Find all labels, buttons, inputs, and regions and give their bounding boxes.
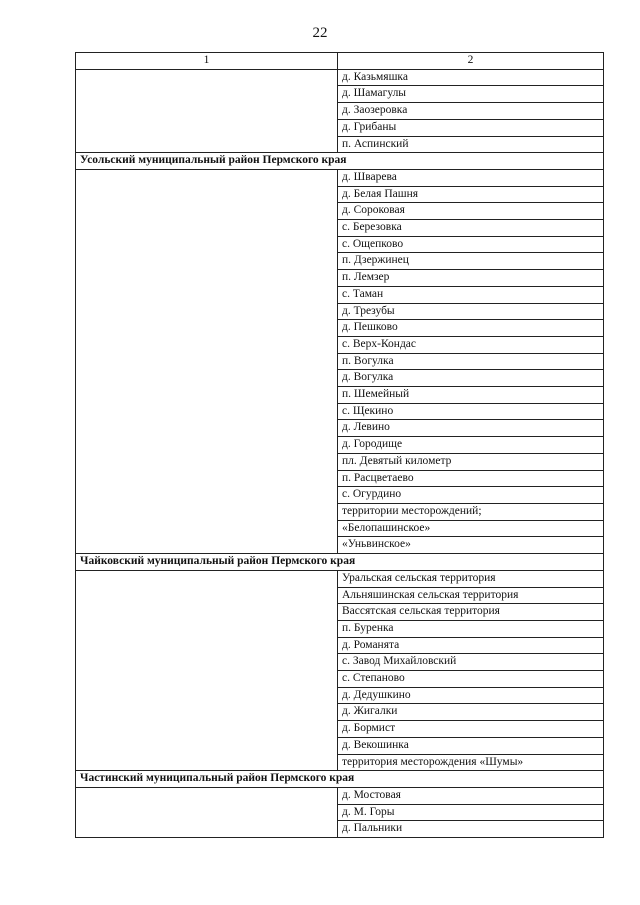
- empty-cell: [76, 453, 338, 470]
- empty-cell: [76, 387, 338, 404]
- empty-cell: [76, 119, 338, 136]
- empty-cell: [76, 186, 338, 203]
- table-row: [76, 119, 604, 136]
- empty-cell: [76, 253, 338, 270]
- table-row: [76, 437, 604, 454]
- empty-cell: [76, 86, 338, 103]
- empty-cell: [76, 570, 338, 587]
- settlement-name: д. Векошинка: [338, 737, 604, 754]
- empty-cell: [76, 336, 338, 353]
- empty-cell: [76, 737, 338, 754]
- settlement-name: д. Шамагулы: [338, 86, 604, 103]
- empty-cell: [76, 503, 338, 520]
- table-row: [76, 570, 604, 587]
- table-row: [76, 503, 604, 520]
- settlement-name: с. Ощепково: [338, 236, 604, 253]
- empty-cell: [76, 470, 338, 487]
- district-name: Частинский муниципальный район Пермского края: [76, 771, 604, 788]
- empty-cell: [76, 637, 338, 654]
- settlement-name: д. Шварева: [338, 169, 604, 186]
- settlement-name: Вассятская сельская территория: [338, 604, 604, 621]
- table-row: [76, 270, 604, 287]
- settlement-name: д. Сороковая: [338, 203, 604, 220]
- empty-cell: [76, 620, 338, 637]
- table-row: [76, 520, 604, 537]
- empty-cell: [76, 604, 338, 621]
- table-row: [76, 654, 604, 671]
- empty-cell: [76, 687, 338, 704]
- settlement-name: «Белопашинское»: [338, 520, 604, 537]
- table-row: [76, 420, 604, 437]
- empty-cell: [76, 804, 338, 821]
- district-row: [76, 771, 604, 788]
- table-row: [76, 821, 604, 838]
- table-row: [76, 453, 604, 470]
- settlement-name: д. Жигалки: [338, 704, 604, 721]
- settlements-table: [75, 52, 604, 838]
- table-row: [76, 303, 604, 320]
- empty-cell: [76, 353, 338, 370]
- empty-cell: [76, 403, 338, 420]
- settlement-name: с. Таман: [338, 286, 604, 303]
- empty-cell: [76, 587, 338, 604]
- settlement-name: д. Дедушкино: [338, 687, 604, 704]
- table-row: [76, 387, 604, 404]
- empty-cell: [76, 270, 338, 287]
- settlement-name: с. Березовка: [338, 220, 604, 237]
- empty-cell: [76, 420, 338, 437]
- table-row: [76, 69, 604, 86]
- table-row: [76, 320, 604, 337]
- settlement-name: д. Мостовая: [338, 787, 604, 804]
- settlement-name: д. Казьмяшка: [338, 69, 604, 86]
- district-name: Чайковский муниципальный район Пермского края: [76, 554, 604, 571]
- empty-cell: [76, 220, 338, 237]
- table-row: [76, 103, 604, 120]
- settlement-name: д. Трезубы: [338, 303, 604, 320]
- district-row: [76, 554, 604, 571]
- table-row: [76, 787, 604, 804]
- table-row: [76, 754, 604, 771]
- empty-cell: [76, 671, 338, 688]
- empty-cell: [76, 821, 338, 838]
- table-row: [76, 220, 604, 237]
- table-row: [76, 236, 604, 253]
- settlement-name: п. Дзержинец: [338, 253, 604, 270]
- settlement-name: д. Белая Пашня: [338, 186, 604, 203]
- table-body: [76, 53, 604, 838]
- table-row: [76, 721, 604, 738]
- table-row: [76, 353, 604, 370]
- table-row: [76, 86, 604, 103]
- empty-cell: [76, 103, 338, 120]
- table-row: [76, 737, 604, 754]
- table-row: [76, 336, 604, 353]
- empty-cell: [76, 437, 338, 454]
- table-row: [76, 370, 604, 387]
- settlement-name: п. Шемейный: [338, 387, 604, 404]
- settlement-name: п. Буренка: [338, 620, 604, 637]
- empty-cell: [76, 787, 338, 804]
- table-row: [76, 470, 604, 487]
- empty-cell: [76, 236, 338, 253]
- settlement-name: территории месторождений;: [338, 503, 604, 520]
- settlement-name: п. Аспинский: [338, 136, 604, 153]
- page-number: 22: [312, 25, 328, 41]
- table-row: [76, 186, 604, 203]
- settlement-name: территория месторождения «Шумы»: [338, 754, 604, 771]
- empty-cell: [76, 520, 338, 537]
- district-row: [76, 153, 604, 170]
- empty-cell: [76, 203, 338, 220]
- empty-cell: [76, 136, 338, 153]
- empty-cell: [76, 286, 338, 303]
- settlement-name: д. Грибаны: [338, 119, 604, 136]
- empty-cell: [76, 69, 338, 86]
- table-row: [76, 136, 604, 153]
- table-row: [76, 704, 604, 721]
- empty-cell: [76, 487, 338, 504]
- empty-cell: [76, 721, 338, 738]
- empty-cell: [76, 303, 338, 320]
- empty-cell: [76, 537, 338, 554]
- settlement-name: пл. Девятый километр: [338, 453, 604, 470]
- table-row: [76, 253, 604, 270]
- settlement-name: с. Верх-Кондас: [338, 336, 604, 353]
- settlement-name: Альняшинская сельская территория: [338, 587, 604, 604]
- settlement-name: Уральская сельская территория: [338, 570, 604, 587]
- empty-cell: [76, 654, 338, 671]
- settlement-name: п. Лемзер: [338, 270, 604, 287]
- table-row: [76, 671, 604, 688]
- settlement-name: д. Левино: [338, 420, 604, 437]
- settlement-name: д. Городище: [338, 437, 604, 454]
- settlement-name: д. Пешково: [338, 320, 604, 337]
- settlement-name: д. Бормист: [338, 721, 604, 738]
- table-row: [76, 286, 604, 303]
- table-row: [76, 169, 604, 186]
- settlement-name: д. Заозеровка: [338, 103, 604, 120]
- settlement-name: с. Огурдино: [338, 487, 604, 504]
- settlement-name: с. Щекино: [338, 403, 604, 420]
- empty-cell: [76, 320, 338, 337]
- district-name: Усольский муниципальный район Пермского края: [76, 153, 604, 170]
- table-row: [76, 537, 604, 554]
- empty-cell: [76, 370, 338, 387]
- settlement-name: д. Вогулка: [338, 370, 604, 387]
- column-header-1: 1: [76, 53, 338, 70]
- table-row: [76, 203, 604, 220]
- settlement-name: п. Расцветаево: [338, 470, 604, 487]
- table-row: [76, 637, 604, 654]
- settlement-name: с. Степаново: [338, 671, 604, 688]
- settlement-name: п. Вогулка: [338, 353, 604, 370]
- table-row: [76, 587, 604, 604]
- settlement-name: д. М. Горы: [338, 804, 604, 821]
- column-header-2: 2: [338, 53, 604, 70]
- empty-cell: [76, 169, 338, 186]
- table-row: [76, 687, 604, 704]
- table-row: [76, 604, 604, 621]
- settlement-name: «Уньвинское»: [338, 537, 604, 554]
- table-row: [76, 804, 604, 821]
- settlement-name: д. Пальники: [338, 821, 604, 838]
- settlement-name: д. Романята: [338, 637, 604, 654]
- empty-cell: [76, 754, 338, 771]
- table-row: [76, 620, 604, 637]
- settlement-name: с. Завод Михайловский: [338, 654, 604, 671]
- table-header-row: [76, 53, 604, 70]
- table-row: [76, 403, 604, 420]
- table-row: [76, 487, 604, 504]
- empty-cell: [76, 704, 338, 721]
